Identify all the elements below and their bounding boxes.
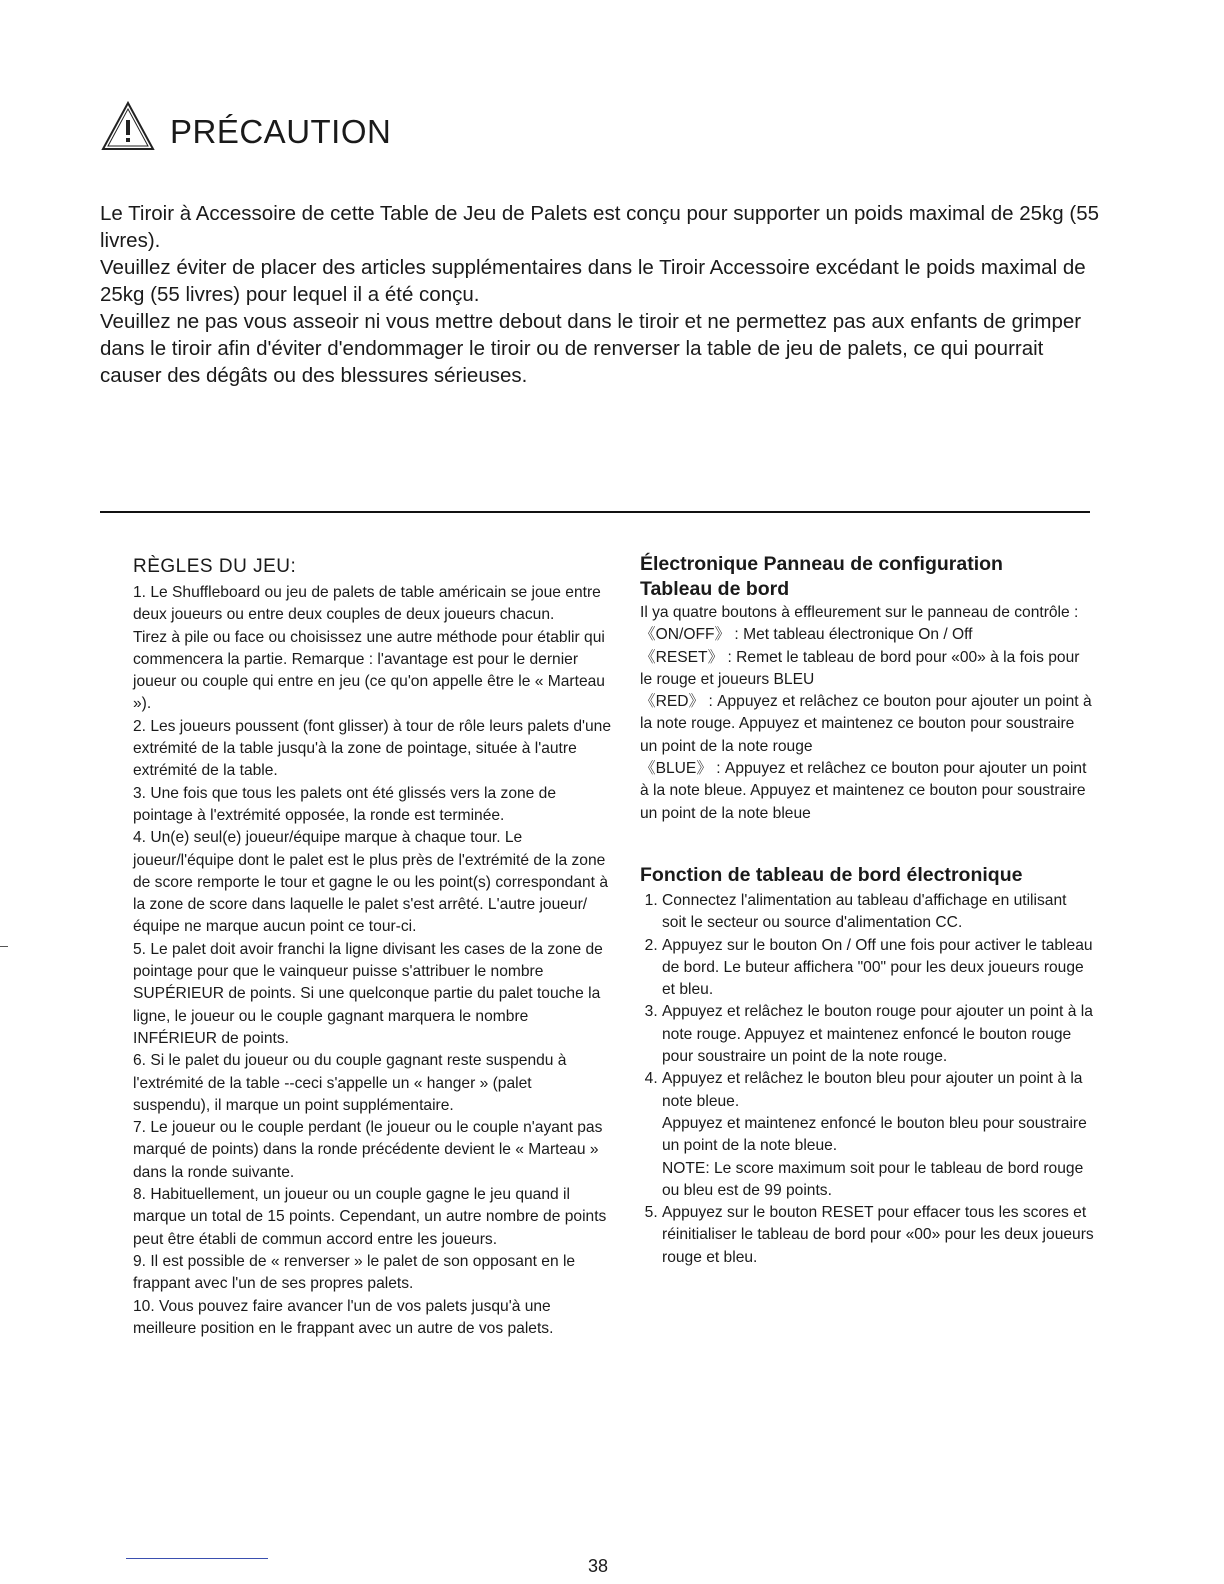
rule-item: 1. Le Shuffleboard ou jeu de palets de table américain se joue entre deux joueurs ou entre deux couples de deux joueurs chacun. [133,584,601,624]
function-heading: Fonction de tableau de bord électronique [640,863,1023,886]
step-text: Appuyez et relâchez le bouton rouge pour ajouter un point à la note rouge. Appuyez et maintenez enfoncé le bouton rouge pour soustraire un point de la note rouge. [662,1003,1093,1066]
panel-heading-line-2: Tableau de bord [640,578,790,600]
rule-item: 3. Une fois que tous les palets ont été glissés vers la zone de pointage à l'extrémité opposée, la ronde est terminée. [133,784,557,824]
panel-button-blue: 《BLUE》 : Appuyez et relâchez ce bouton pour ajouter un point à la note bleue. Appuyez et maintenez ce bouton pour soustraire un point de la note bleue [640,760,1087,822]
panel-intro: Il ya quatre boutons à effleurement sur le panneau de contrôle : [640,604,1079,621]
precaution-paragraph-3: Veuillez ne pas vous asseoir ni vous mettre debout dans le tiroir et ne permettez pas aux enfants de grimper dans le tiroir afin d'éviter d'endommager le tiroir ou de renverser la table de jeu de palets, ce qui pourrait causer des dégâts ou des blessures sérieuses. [100,310,1082,387]
function-step [662,935,1095,1002]
section-divider [100,511,1090,513]
page-number: 38 [588,1556,609,1576]
step-text: Appuyez sur le bouton RESET pour effacer tous les scores et réinitialiser le tableau de bord pour «00» pour les deux joueurs rouge et bleu. [662,1204,1094,1266]
function-step [662,1001,1095,1068]
rule-item: 10. Vous pouvez faire avancer l'un de vos palets jusqu'à une meilleure position en le frappant avec un autre de vos palets. [133,1297,554,1337]
step-4-note: NOTE: Le score maximum soit pour le tableau de bord rouge ou bleu est de 99 points. [662,1159,1084,1199]
scoreboard-column [640,552,1095,1269]
page-header [100,100,391,152]
precaution-paragraph-1: Le Tiroir à Accessoire de cette Table de Jeu de Palets est conçu pour supporter un poids maximal de 25kg (55 livres). [100,202,1100,252]
step-text: Appuyez et relâchez le bouton bleu pour ajouter un point à la note bleue. [662,1070,1083,1110]
rules-column [133,554,613,1340]
rules-heading: RÈGLES DU JEU: [133,556,297,577]
panel-heading-line-1: Électronique Panneau de configuration [640,553,1003,575]
panel-button-reset: 《RESET》 : Remet le tableau de bord pour «00» à la fois pour le rouge et joueurs BLEU [640,648,1080,688]
rule-item: 8. Habituellement, un joueur ou un couple gagne le jeu quand il marque un total de 15 points. Cependant, un autre nombre de points peut être établi de commun accord entre les joueurs. [133,1186,607,1248]
panel-button-red: 《RED》 : Appuyez et relâchez ce bouton pour ajouter un point à la note rouge. Appuyez et maintenez ce bouton pour soustraire un point de la note rouge [640,693,1092,755]
rule-item: 9. Il est possible de « renverser » le palet de son opposant en le frappant avec l'un de ses propres palets. [133,1252,576,1293]
rule-item: Tirez à pile ou face ou choisissez une autre méthode pour établir qui commencera la partie. Remarque : l'avantage est pour le dernier joueur ou couple qui entre en jeu (ce qu'on appelle être le « Marteau »). [133,628,605,713]
rule-item: 2. Les joueurs poussent (font glisser) à tour de rôle leurs palets d'une extrémité de la table jusqu'à la zone de pointage, située à l'autre extrémité de la table. [133,717,611,780]
panel-button-on-off: 《ON/OFF》 : Met tableau électronique On / Off [640,626,973,644]
rule-item: 4. Un(e) seul(e) joueur/équipe marque à chaque tour. Le joueur/l'équipe dont le palet est le plus près de l'extrémité de la zone de score remporte le tour et gagne le ou les point(s) correspondant à la zone de score dans laquelle le palet s'est arrêté. L'autre joueur/équipe ne marque aucun point ce tour-ci. [133,829,609,936]
rule-item: 6. Si le palet du joueur ou du couple gagnant reste suspendu à l'extrémité de la table --ceci s'appelle un « hanger » (palet suspendu), il marque un point supplémentaire. [133,1052,567,1114]
function-step [662,1202,1095,1269]
precaution-text [100,200,1110,389]
rule-item: 7. Le joueur ou le couple perdant (le joueur ou le couple n'ayant pas marqué de points) dans la ronde précédente devient le « Marteau » dans la ronde suivante. [133,1119,603,1181]
margin-mark [0,946,8,947]
step-text: Connectez l'alimentation au tableau d'affichage en utilisant soit le secteur ou source d'alimentation CC. [662,891,1067,932]
function-step [662,890,1095,935]
function-step [662,1068,1095,1202]
spacer [640,825,1095,863]
page-title: PRÉCAUTION [170,113,392,150]
rule-item: 5. Le palet doit avoir franchi la ligne divisant les cases de la zone de pointage pour que le vainqueur puisse s'attribuer le nombre SUPÉRIEUR de points. Si une quelconque partie du palet touche la ligne, le joueur ou le couple gagnant marquera le nombre INFÉRIEUR de points. [133,940,603,1047]
warning-triangle-icon [100,100,156,152]
precaution-paragraph-2: Veuillez éviter de placer des articles supplémentaires dans le Tiroir Accessoire excédant le poids maximal de 25kg (55 livres) pour lequel il a été conçu. [100,256,1086,306]
footer-rule [126,1558,268,1559]
function-steps [640,890,1095,1269]
step-4-extra: Appuyez et maintenez enfoncé le bouton bleu pour soustraire un point de la note bleue. [662,1114,1087,1155]
step-text: Appuyez sur le bouton On / Off une fois pour activer le tableau de bord. Le buteur affichera "00" pour les deux joueurs rouge et bleu. [662,936,1093,999]
